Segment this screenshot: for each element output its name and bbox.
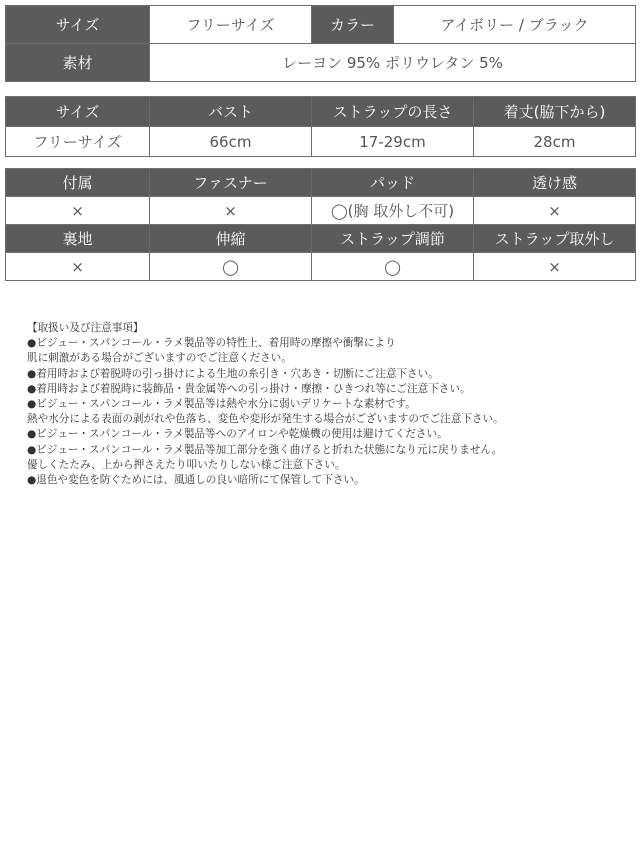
header-accessories: 付属 xyxy=(6,169,150,197)
note-line: ●ビジュー・スパンコール・ラメ製品等の特性上、着用時の摩擦や衝撃により xyxy=(27,337,396,350)
cell-pad: ◯(胸 取外し不可) xyxy=(312,197,474,225)
header-strap-length: ストラップの長さ xyxy=(312,97,474,127)
header-stretch: 伸縮 xyxy=(150,225,312,253)
measurement-table xyxy=(5,96,636,157)
note-line: ●退色や変色を防ぐためには、風通しの良い暗所にて保管して下さい。 xyxy=(27,474,365,487)
table-row xyxy=(6,44,636,82)
header-sheerness: 透け感 xyxy=(474,169,636,197)
table-row xyxy=(6,6,636,44)
material-label: 素材 xyxy=(6,44,150,82)
header-size: サイズ xyxy=(6,97,150,127)
table-row xyxy=(6,197,636,225)
cell-size: フリーサイズ xyxy=(6,127,150,157)
table-header-row xyxy=(6,97,636,127)
size-label: サイズ xyxy=(6,6,150,44)
cell-strap-removable: × xyxy=(474,253,636,281)
cell-lining: × xyxy=(6,253,150,281)
notes-heading: 【取扱い及び注意事項】 xyxy=(27,322,144,334)
note-line: ●着用時および着脱時に装飾品・貴金属等への引っ掛け・摩擦・ひきつれ等にご注意下さい。 xyxy=(27,382,471,395)
size-value: フリーサイズ xyxy=(150,6,312,44)
care-notes xyxy=(27,321,627,488)
note-line: 熱や水分による表面の剥がれや色落ち、変色や変形が発生する場合がございますのでご注意下さい。 xyxy=(27,413,504,426)
table-row xyxy=(6,127,636,157)
note-line: 肌に刺激がある場合がございますのでご注意ください。 xyxy=(27,352,292,365)
cell-sheerness: × xyxy=(474,197,636,225)
cell-bust: 66cm xyxy=(150,127,312,157)
cell-strap-length: 17-29cm xyxy=(312,127,474,157)
header-strap-removable: ストラップ取外し xyxy=(474,225,636,253)
cell-accessories: × xyxy=(6,197,150,225)
note-line: 優しくたたみ、上から押さえたり叩いたりしない様ご注意下さい。 xyxy=(27,458,346,471)
note-line: ●ビジュー・スパンコール・ラメ製品等加工部分を強く曲げると折れた状態になり元に戻りません。 xyxy=(27,443,503,456)
color-value: アイボリー / ブラック xyxy=(394,6,636,44)
note-line: ●着用時および着脱時の引っ掛けによる生地の糸引き・穴あき・切断にご注意下さい。 xyxy=(27,367,439,380)
header-lining: 裏地 xyxy=(6,225,150,253)
material-value: レーヨン 95% ポリウレタン 5% xyxy=(150,44,636,82)
table-row xyxy=(6,253,636,281)
note-line: ●ビジュー・スパンコール・ラメ製品等へのアイロンや乾燥機の使用は避けてください。 xyxy=(27,428,448,441)
spec-table xyxy=(5,5,636,82)
header-strap-adjust: ストラップ調節 xyxy=(312,225,474,253)
header-zipper: ファスナー xyxy=(150,169,312,197)
note-line: ●ビジュー・スパンコール・ラメ製品等は熱や水分に弱いデリケートな素材です。 xyxy=(27,398,416,411)
header-length: 着丈(脇下から) xyxy=(474,97,636,127)
cell-stretch: ◯ xyxy=(150,253,312,281)
color-label: カラー xyxy=(312,6,394,44)
header-bust: バスト xyxy=(150,97,312,127)
feature-table xyxy=(5,168,636,281)
table-header-row xyxy=(6,225,636,253)
cell-length: 28cm xyxy=(474,127,636,157)
cell-strap-adjust: ◯ xyxy=(312,253,474,281)
header-pad: パッド xyxy=(312,169,474,197)
table-header-row xyxy=(6,169,636,197)
cell-zipper: × xyxy=(150,197,312,225)
